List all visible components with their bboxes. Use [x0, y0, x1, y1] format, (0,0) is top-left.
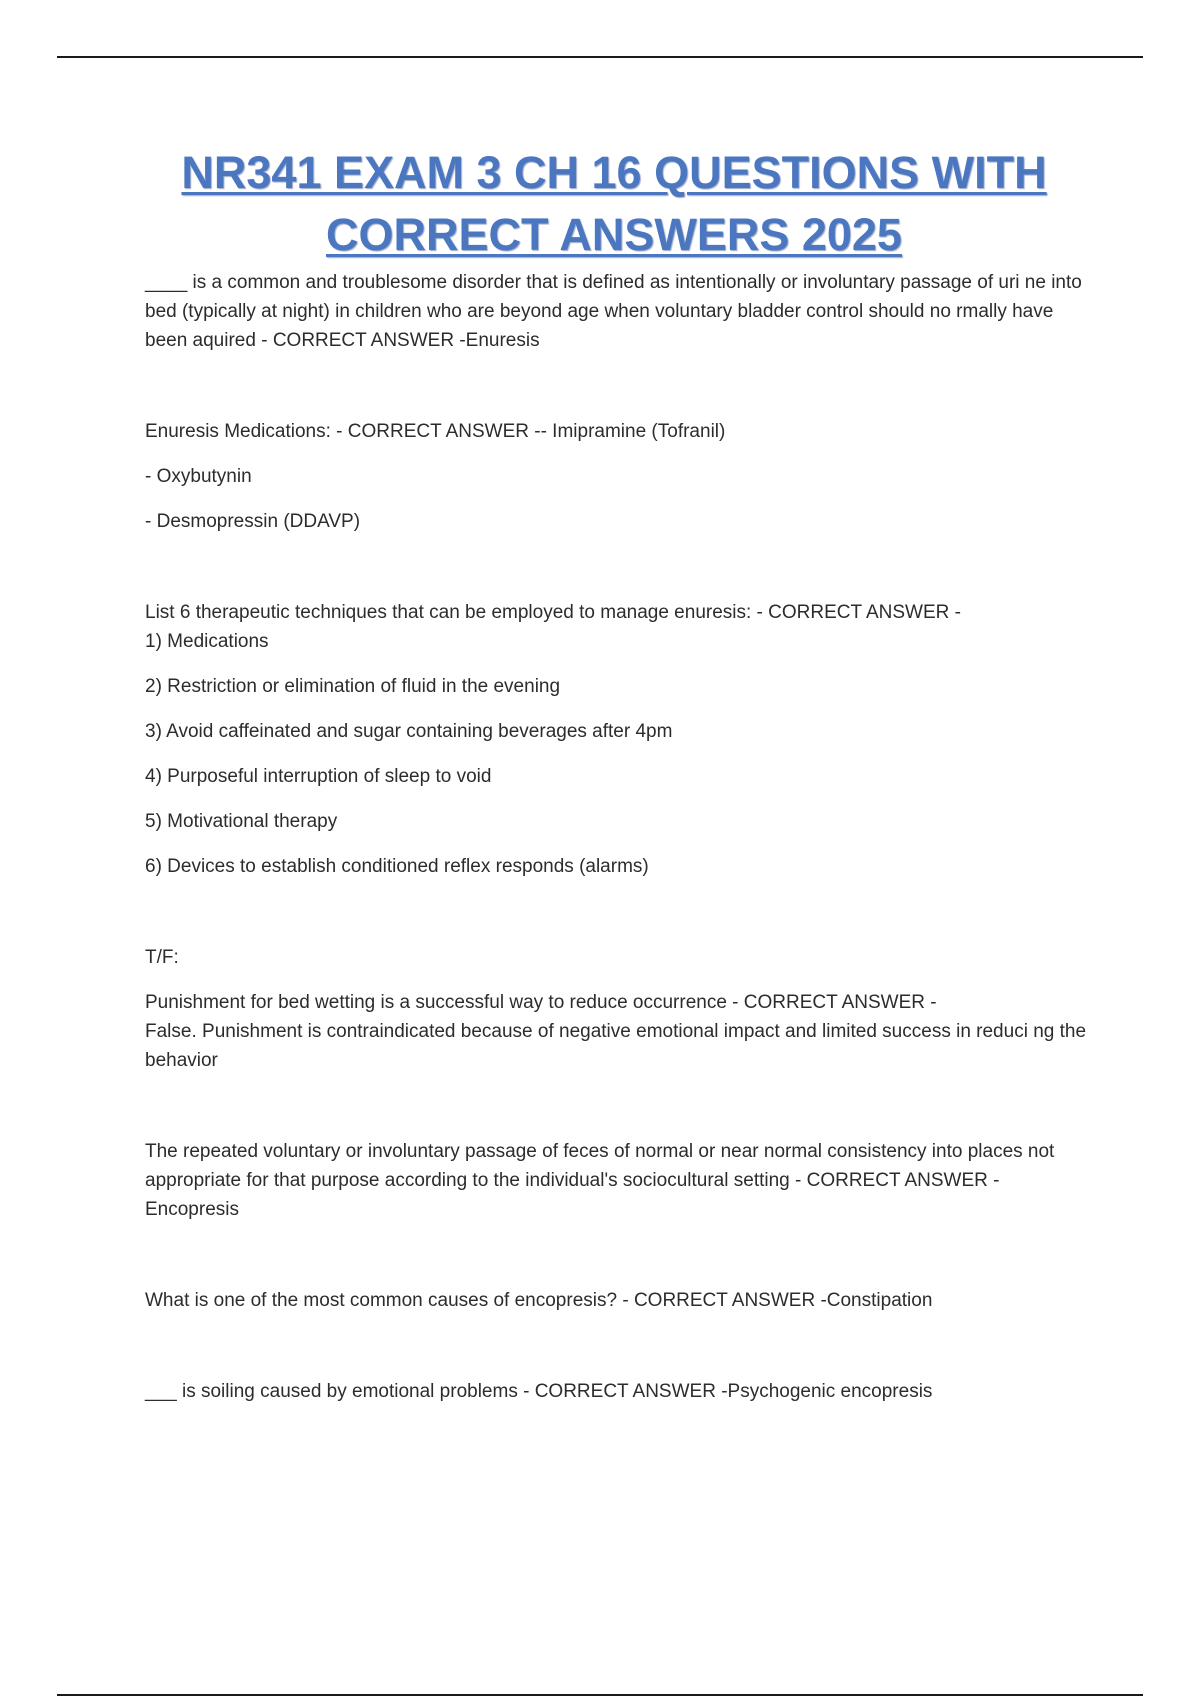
answer-punishment: False. Punishment is contraindicated because of negative emotional impact and limited success in reduci ng the behavior — [145, 1021, 1087, 1071]
list-item: 3) Avoid caffeinated and sugar containing beverages after 4pm — [145, 721, 673, 742]
header-rule — [57, 56, 1143, 58]
footer-rule — [57, 1694, 1143, 1696]
question-encopresis-cause: What is one of the most common causes of encopresis? - CORRECT ANSWER -Constipation — [145, 1290, 933, 1311]
question-punishment: Punishment for bed wetting is a successful way to reduce occurrence - CORRECT ANSWER - — [145, 992, 937, 1013]
question-encopresis-definition: The repeated voluntary or involuntary passage of feces of normal or near normal consistency into places not appropriate for that purpose according to the individual's sociocultural setting - CORRECT ANSWER - Encopresis — [145, 1141, 1055, 1220]
question-enuresis-definition: ____ is a common and troublesome disorder that is defined as intentionally or involuntary passage of uri ne into bed (typically at night) in children who are beyond age when voluntary bladder control should no rmally have been aquired - CORRECT ANSWER -Enuresis — [145, 272, 1082, 351]
list-item: - Oxybutynin — [145, 466, 252, 487]
list-item: 2) Restriction or elimination of fluid in the evening — [145, 676, 561, 697]
document-title: NR341 EXAM 3 CH 16 QUESTIONS WITH CORRECT ANSWERS 2025 — [181, 147, 1047, 260]
question-psychogenic-encopresis: ___ is soiling caused by emotional problems - CORRECT ANSWER -Psychogenic encopresis — [145, 1381, 933, 1402]
true-false-label: T/F: — [145, 947, 179, 968]
question-enuresis-medications: Enuresis Medications: - CORRECT ANSWER -- Imipramine (Tofranil) — [145, 421, 726, 442]
list-item: 6) Devices to establish conditioned reflex responds (alarms) — [145, 856, 649, 877]
question-therapeutic-techniques: List 6 therapeutic techniques that can be employed to manage enuresis: - CORRECT ANSWER - — [145, 602, 961, 623]
list-item: 1) Medications — [145, 631, 269, 652]
list-item: - Desmopressin (DDAVP) — [145, 511, 361, 532]
list-item: 4) Purposeful interruption of sleep to void — [145, 766, 492, 787]
document-body — [145, 268, 1090, 1406]
list-item: 5) Motivational therapy — [145, 811, 338, 832]
